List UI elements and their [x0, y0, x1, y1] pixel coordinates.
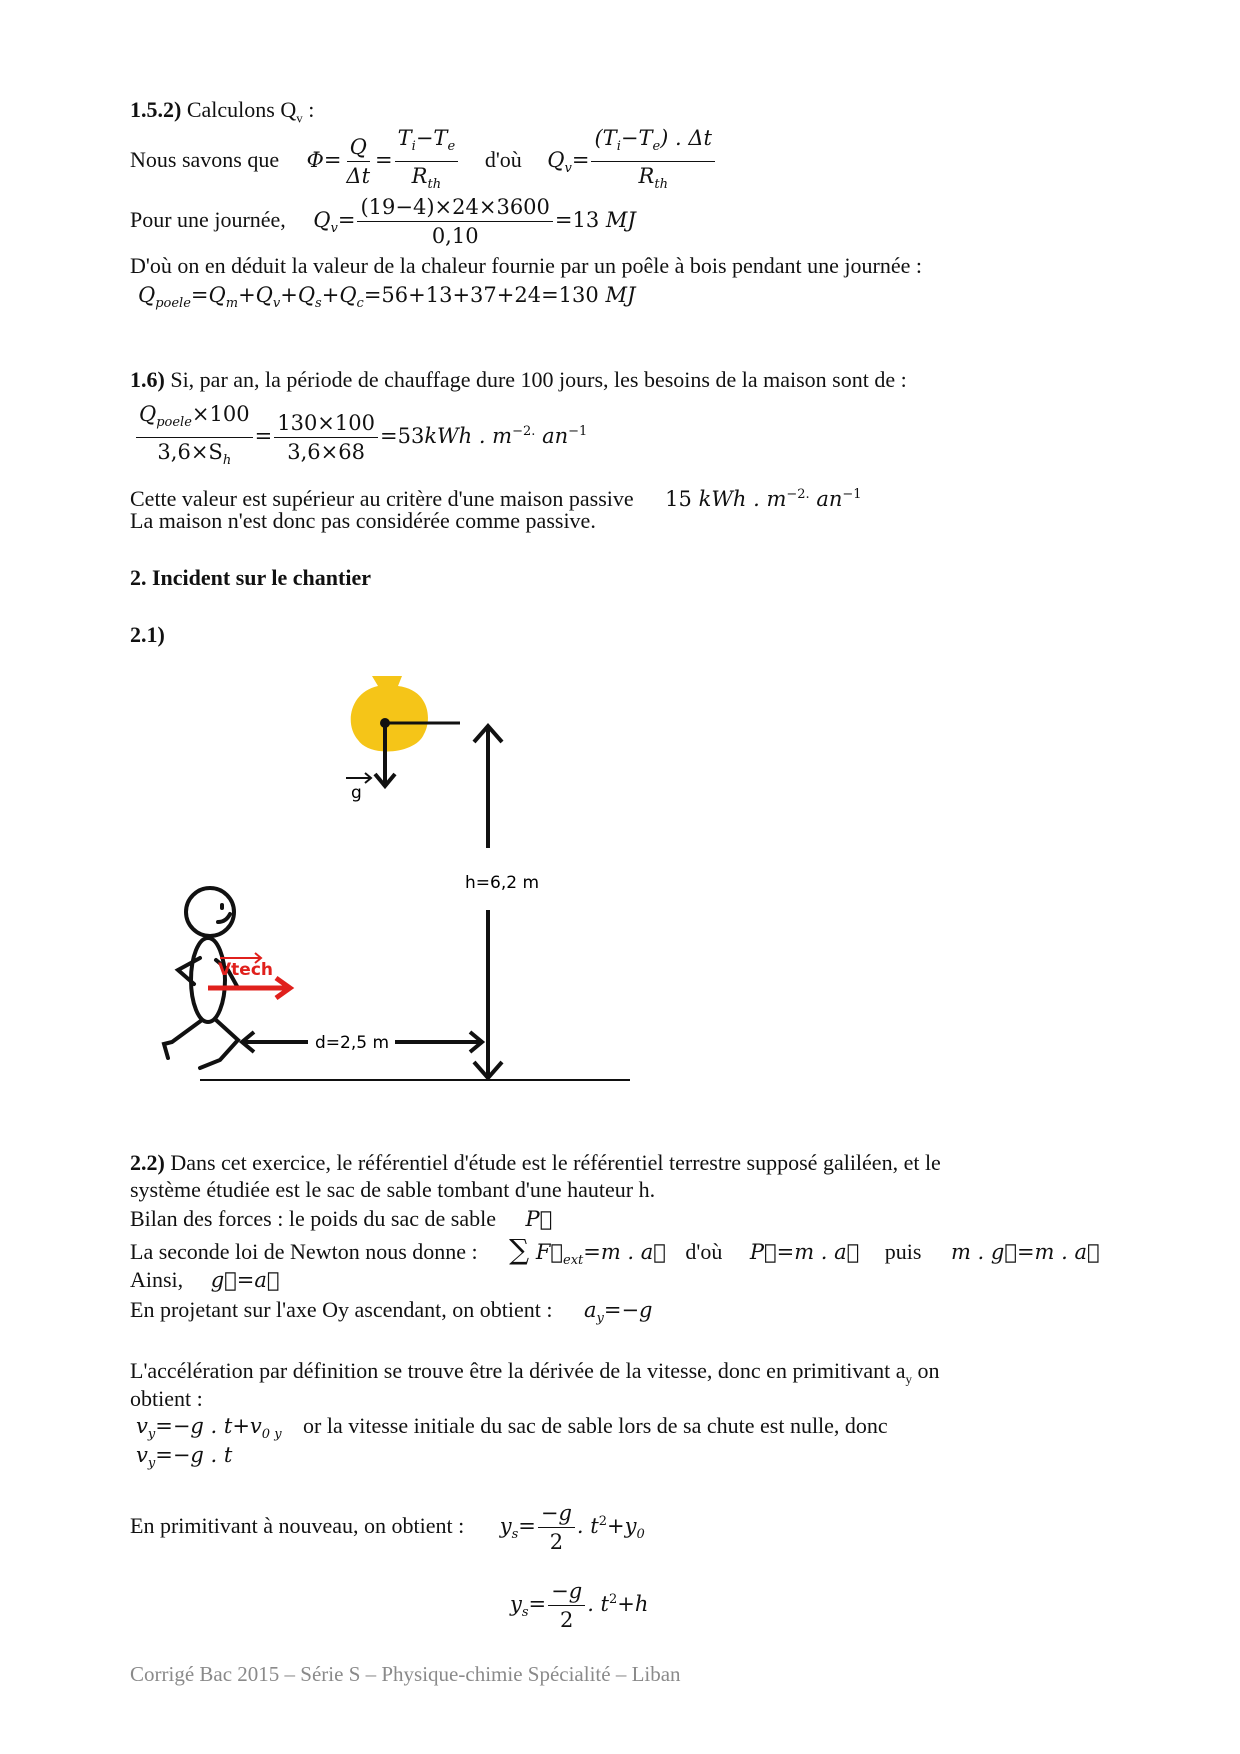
d-label: d=2,5 m [315, 1033, 390, 1053]
sand-bag [351, 676, 428, 751]
text-line-1: Dans cet exercice, le référentiel d'étude est le référentiel terrestre supposé galiléen, et le [170, 1150, 941, 1175]
heading-2: 2. Incident sur le chantier [130, 565, 371, 590]
conclusion-line: La maison n'est donc pas considérée comme passive. [130, 508, 596, 533]
mg-equals-ma: m . g⃗=m . a⃗ [950, 1240, 1100, 1264]
heading-number: 1.5.2) [130, 97, 182, 122]
besoins-formula: $\frac{Q_{poele}\times 100}{3,6\times S_h}$ = $\frac{130\times 100}{3,6\times 68}$ =53kWh . $m^{-2.}$ $an^{-1}$ [134, 400, 587, 475]
accel-line-2: obtient : [130, 1386, 203, 1411]
journee-text: Pour une journée, [130, 207, 286, 232]
dou-text: d'où [484, 147, 522, 173]
newton-line: La seconde loi de Newton nous donne : ∑ $F⃗_{ext}=m$ . a⃗ d'où P⃗=m . a⃗ puis m . g⃗=m . a⃗ [130, 1233, 1100, 1269]
g-equals-a: g⃗=a⃗ [210, 1268, 280, 1292]
projetant-line: En projetant sur l'axe Oy ascendant, on obtient : $a_y=-g$ [130, 1297, 653, 1327]
heading-text: Calculons Q [186, 97, 297, 122]
phi-formula: Φ= $\frac{Q}{\Delta t}$ = $\frac{T_i-T_e}{R_{th}}$ [307, 148, 467, 172]
vy-line: $v_y=-g$ . $t+v_{0 y}$ or la vitesse initiale du sac de sable lors de sa chute est nulle, donc [136, 1413, 888, 1443]
flux-formula-line [130, 124, 717, 199]
v-label: Vtech [218, 960, 273, 980]
heading-2-2 [130, 1150, 941, 1176]
journee-line [130, 190, 636, 259]
p-equals-ma: P⃗=m . a⃗ [749, 1240, 860, 1264]
vy-formula: $v_y=-g$ . $t+v_{0 y}$ [136, 1414, 282, 1443]
diagram-svg [130, 670, 660, 1120]
qv-formula: $Q_v=$ $\frac{(T_i-T_e) . \Delta t}{R_{th}}$ [547, 148, 717, 172]
primitivant-line: En primitivant à nouveau, on obtient : $y_s=$ $\frac{-g}{2}$ . $t^2+y_0$ [130, 1501, 645, 1554]
ys-formula-1: $y_s=$ $\frac{-g}{2}$ . $t^2+y_0$ [499, 1501, 645, 1554]
heading-sub: v [296, 110, 303, 126]
newton-formula: ∑ $F⃗_{ext}=m$ . a⃗ [509, 1233, 666, 1269]
g-label: g [351, 783, 362, 803]
qpoele-formula: $Q_{poele}=Q_m+Q_v+Q_s+Q_c=56+13+37+24=130$ MJ [138, 283, 636, 312]
text-line-2: système étudiée est le sac de sable tombant d'une hauteur h. [130, 1177, 656, 1202]
qv-journee-formula: $Q_v=$ $\frac{(19-4)\times 24\times 3600}{0,10}$ =13 MJ [313, 195, 636, 248]
ys-formula-2: $y_s=$ $\frac{-g}{2}$ . $t^2+h$ [510, 1579, 649, 1632]
heading-1-6 [130, 367, 907, 393]
heading-2-1: 2.1) [130, 622, 165, 647]
heading-number: 2.2) [130, 1150, 165, 1175]
accel-line-1: L'accélération par définition se trouve être la dérivée de la vitesse, donc en primitivant $a_y$ on [130, 1358, 940, 1387]
nous-savons-text: Nous savons que [130, 147, 280, 173]
heading-text: Si, par an, la période de chauffage dure 100 jours, les besoins de la maison sont de : [170, 367, 907, 392]
vy-final-formula: $v_y=-g$ . t [136, 1443, 233, 1472]
deduit-line: D'où on en déduit la valeur de la chaleur fournie par un poêle à bois pendant une journée : [130, 253, 923, 278]
heading-end: : [302, 97, 315, 122]
h-label: h=6,2 m [465, 873, 540, 893]
bilan-line: Bilan des forces : le poids du sac de sable P⃗ [130, 1206, 553, 1231]
critere-text: Cette valeur est supérieur au critère d'une maison passive [130, 486, 634, 511]
falling-bag-diagram [130, 670, 660, 1120]
ay-formula: $a_y=-g$ [583, 1298, 653, 1327]
ainsi-line: Ainsi, g⃗=a⃗ [130, 1267, 280, 1292]
heading-number: 1.6) [130, 367, 165, 392]
page-footer: Corrigé Bac 2015 – Série S – Physique-chimie Spécialité – Liban [130, 1662, 681, 1686]
p-vector: P⃗ [525, 1207, 553, 1231]
critere-value: 15 kWh . $m^{-2.}$ $an^{-1}$ [665, 487, 862, 511]
